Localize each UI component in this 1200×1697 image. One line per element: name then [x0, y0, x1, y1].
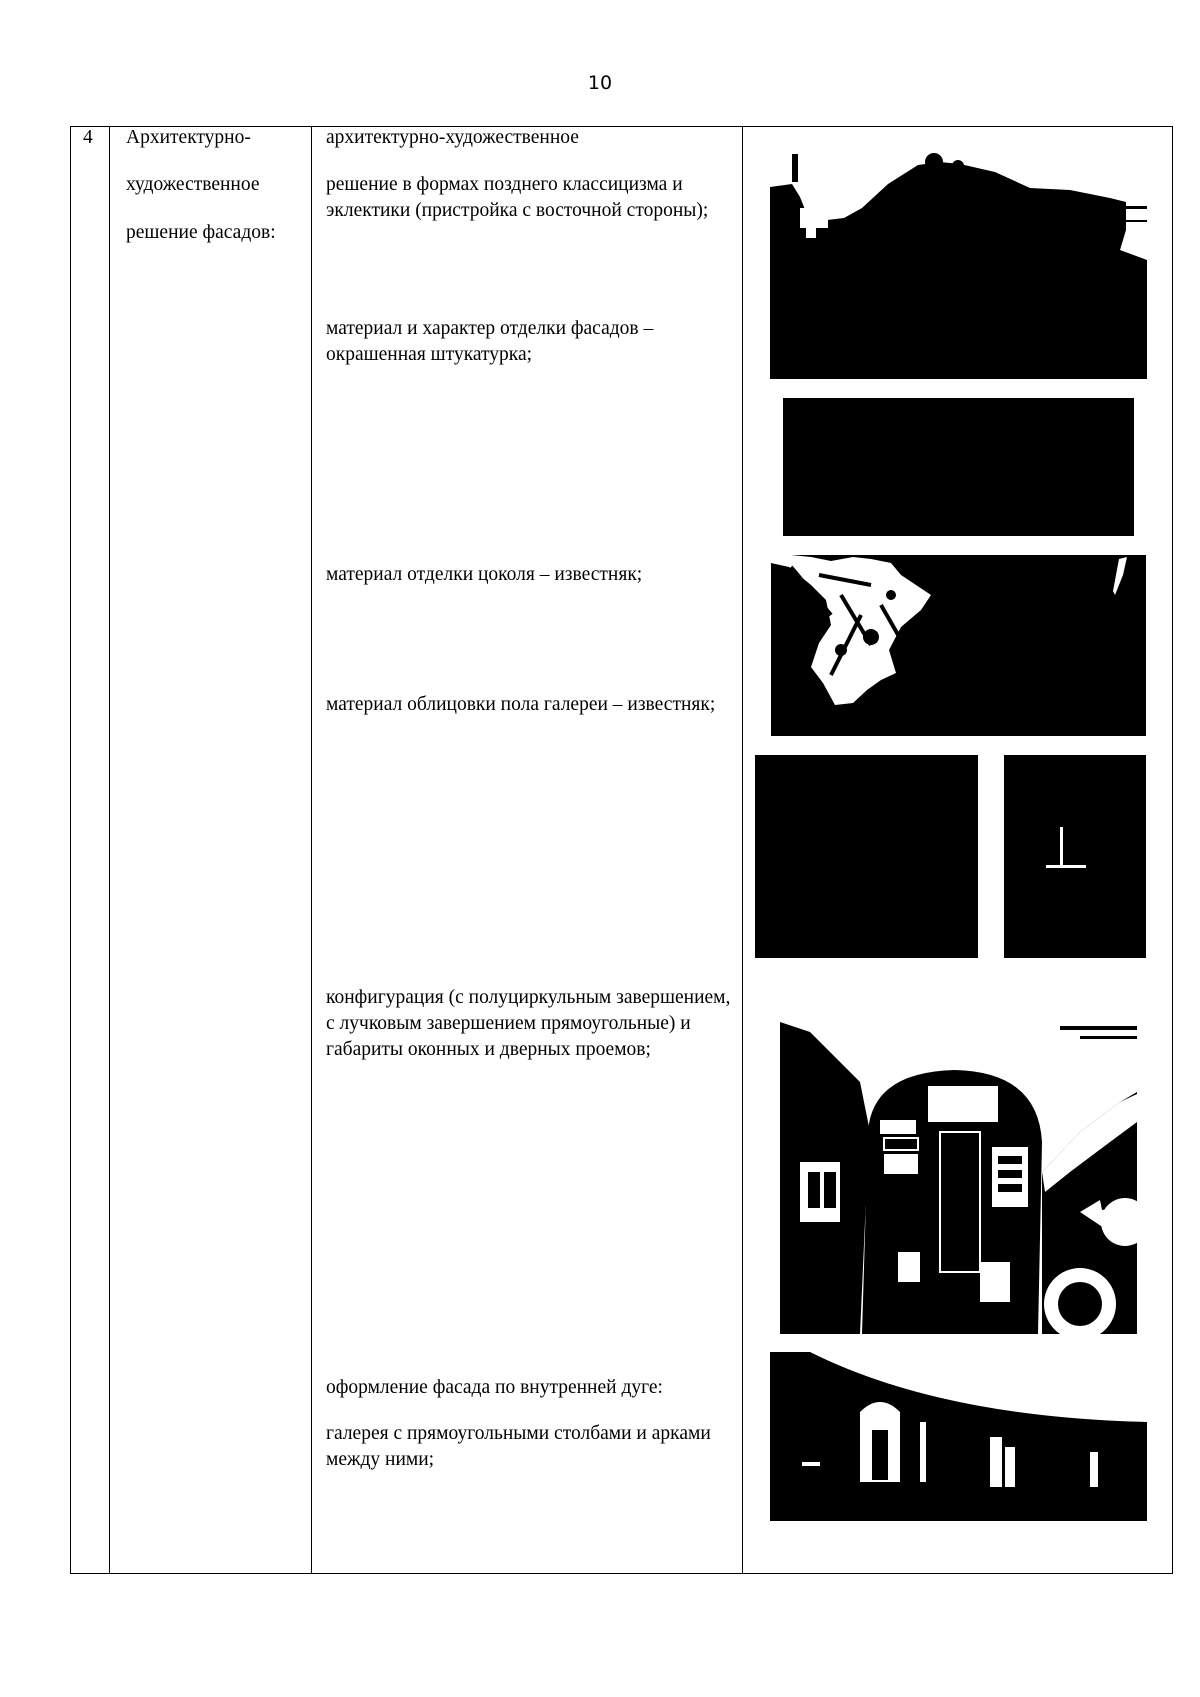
facade-photo: [770, 150, 1147, 379]
feature-label-line: Архитектурно-: [126, 127, 251, 148]
description-paragraph: оформление фасада по внутренней дуге:: [326, 1377, 663, 1398]
feature-label-line: решение фасадов:: [126, 222, 276, 243]
feature-label-line: художественное: [126, 174, 260, 195]
column-divider: [311, 127, 312, 1573]
gallery-arcade-photo: [770, 1352, 1147, 1521]
gallery-floor-photo-left: [755, 755, 978, 958]
description-paragraph: материал отделки цоколя – известняк;: [326, 564, 643, 585]
description-paragraph: материал и характер отделки фасадов – окрашенная штукатурка;: [326, 318, 654, 365]
description-paragraph: галерея с прямоугольными столбами и арками между ними;: [326, 1423, 711, 1470]
row-number: 4: [83, 127, 93, 148]
description-paragraph: решение в формах позднего классицизма и эклектики (пристройка с восточной стороны);: [326, 174, 709, 221]
description-paragraph: архитектурно-художественное: [326, 127, 579, 148]
page-number: 10: [587, 72, 613, 94]
column-divider: [109, 127, 110, 1573]
description-paragraph: конфигурация (с полуциркульным завершением, с лучковым завершением прямоугольные) и габариты оконных и дверных проемов;: [326, 987, 731, 1060]
arched-doorway-photo: [780, 1022, 1137, 1334]
facade-wall-photo: [783, 398, 1134, 536]
gallery-floor-photo-right: [1004, 755, 1146, 958]
description-paragraph: материал облицовки пола галереи – известняк;: [326, 694, 716, 715]
plinth-photo: [771, 555, 1146, 736]
column-divider: [742, 127, 743, 1573]
